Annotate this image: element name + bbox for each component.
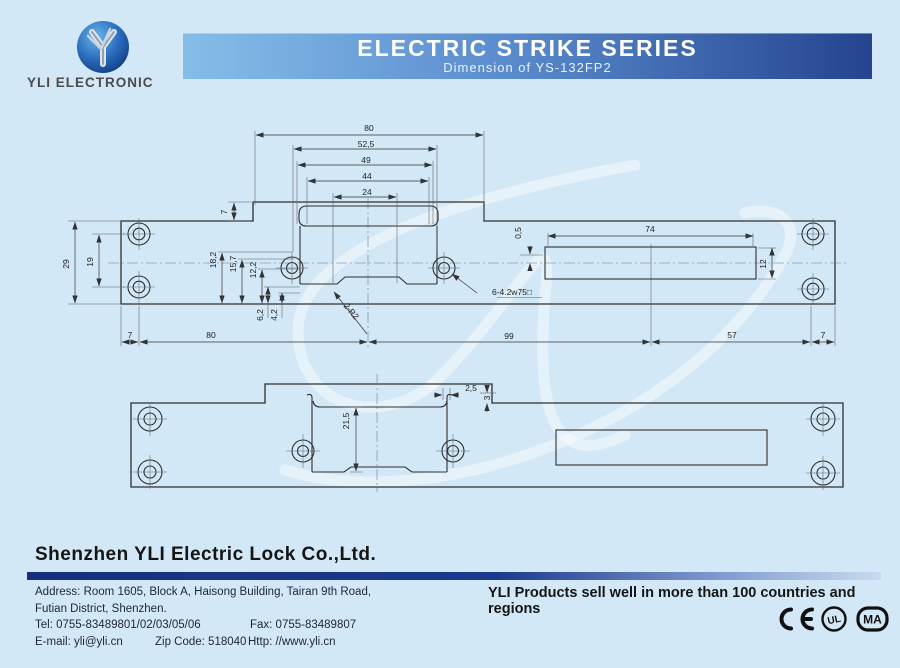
telephone: Tel: 0755-83489801/02/03/05/06 (35, 619, 201, 631)
svg-text:MA: MA (863, 612, 882, 627)
dimension-label: 0,5 (513, 227, 523, 239)
dimension-label: 7 (820, 330, 826, 340)
certification-marks (772, 604, 890, 641)
logo-wordmark: YLI ELECTRONIC (27, 75, 154, 90)
series-title: ELECTRIC STRIKE SERIES (357, 35, 698, 61)
dimension-label: 6-4.2w75□ (491, 287, 533, 297)
dimension-label: 80 (364, 123, 374, 133)
front-view (68, 131, 848, 471)
address-line-1: Address: Room 1605, Block A, Haisong Building, Tairan 9th Road, (35, 586, 372, 598)
dimension-label: 99 (504, 331, 514, 341)
slogan: YLI Products sell well in more than 100 countries and regions (488, 585, 856, 617)
dimension-label: 7 (219, 209, 229, 215)
dimension-label: 44 (362, 171, 372, 181)
dimension-label: 3 (482, 395, 492, 401)
website: Http: //www.yli.cn (248, 635, 336, 648)
dimension-label: 21,5 (341, 412, 351, 430)
dimension-label: 74 (645, 224, 655, 234)
model-subtitle: Dimension of YS-132FP2 (443, 60, 612, 75)
dimension-label: 49 (361, 155, 371, 165)
dimension-label: 2-R2 (341, 300, 362, 322)
yli-watermark (285, 165, 791, 482)
dimension-label: 29 (61, 259, 71, 269)
address-line-2: Futian District, Shenzhen. (35, 602, 167, 615)
email: E-mail: yli@yli.cn (35, 635, 123, 648)
dimension-label: 12 (758, 259, 768, 269)
dimension-label: 6,2 (255, 309, 265, 321)
dimension-labels (61, 123, 826, 429)
zip-code: Zip Code: 518040 (155, 635, 247, 648)
fax: Fax: 0755-83489807 (250, 619, 357, 631)
dimension-label: 12,2 (248, 261, 258, 279)
dimension-label: 19 (85, 257, 95, 267)
rear-view (131, 374, 843, 492)
dimension-label: 80 (206, 330, 216, 340)
svg-text:UL: UL (826, 613, 842, 628)
dimension-label: 24 (362, 187, 372, 197)
dimension-label: 4,2 (269, 309, 279, 321)
company-name: Shenzhen YLI Electric Lock Co.,Ltd. (35, 544, 377, 565)
dimension-label: 57 (727, 330, 737, 340)
ul-mark-icon (823, 608, 846, 631)
dimension-label: 52,5 (357, 139, 375, 149)
dimension-label: 2,5 (465, 383, 477, 393)
ma-mark-icon (858, 608, 887, 630)
dimension-label: 7 (127, 330, 133, 340)
contact-block (35, 584, 371, 650)
divider-bar (27, 572, 881, 580)
dimension-label: 15,7 (228, 255, 238, 273)
ce-mark-icon (782, 610, 813, 629)
dimension-label: 18,2 (208, 251, 218, 269)
rear-holes (138, 407, 835, 485)
